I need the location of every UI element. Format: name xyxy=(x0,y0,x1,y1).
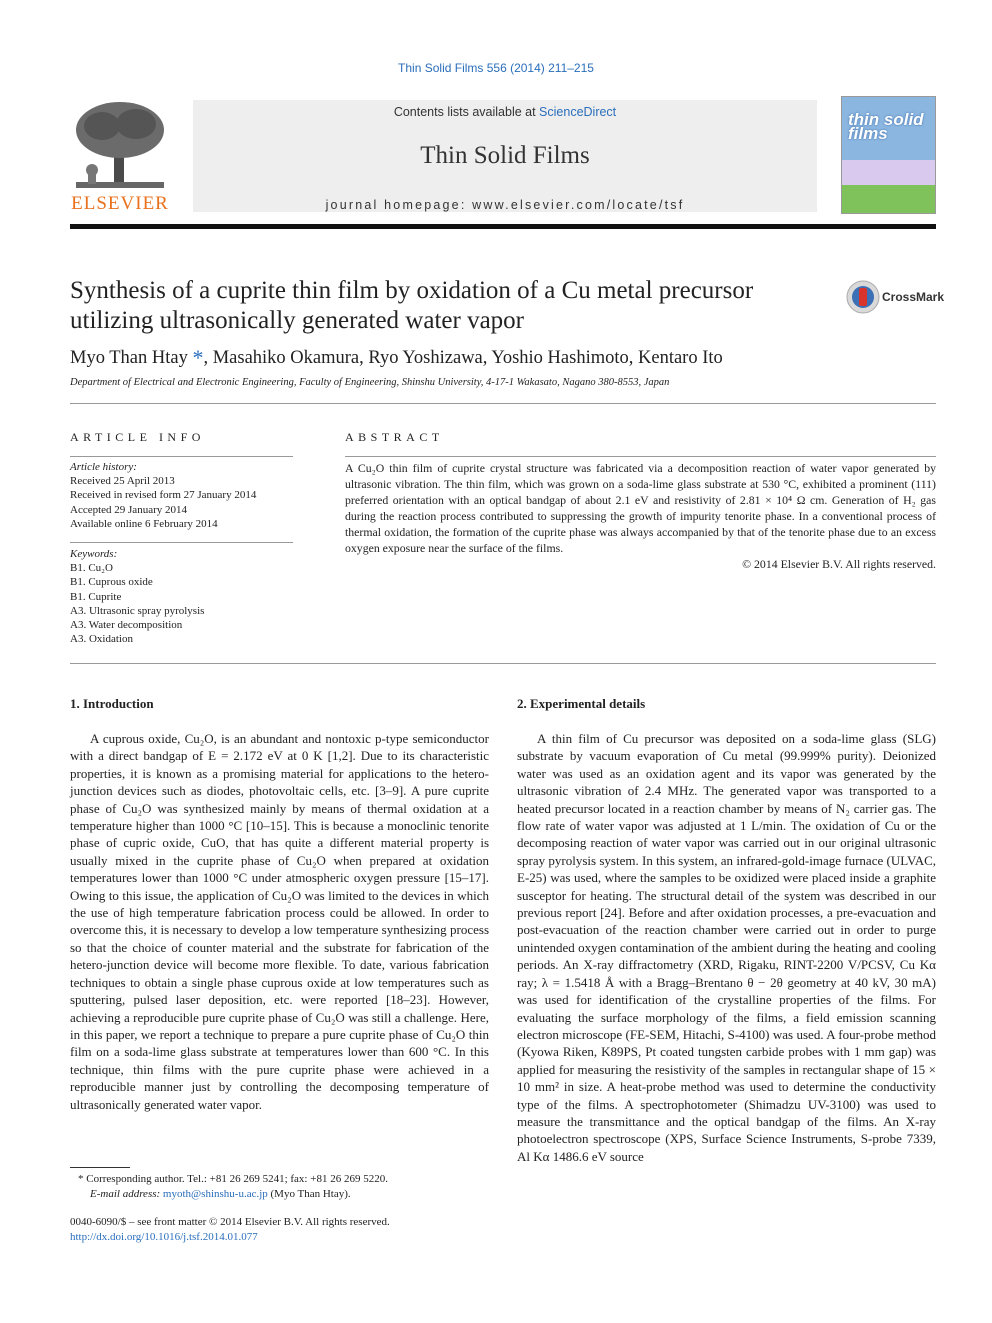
keywords xyxy=(70,547,293,646)
keyword-item: B1. Cuprous oxide xyxy=(70,576,153,589)
divider xyxy=(70,663,936,664)
keywords-label: Keywords: xyxy=(70,548,118,560)
divider xyxy=(70,456,293,457)
history-item: Accepted 29 January 2014 xyxy=(70,503,187,516)
journal-homepage[interactable]: journal homepage: www.elsevier.com/locate/tsf xyxy=(325,198,685,212)
keyword-item: B1. Cu₂O xyxy=(70,562,113,575)
journal-name: Thin Solid Films xyxy=(420,142,590,169)
corresponding-author-link[interactable]: * xyxy=(192,345,204,370)
article-info-heading: ARTICLE INFO xyxy=(70,430,205,444)
abstract-text xyxy=(345,460,936,572)
tree-icon xyxy=(70,100,170,192)
crossmark-icon xyxy=(846,280,880,314)
abstract-body: A Cu₂O thin film of cuprite crystal structure was fabricated via a decomposition reaction of water vapor generated by ultrasonic vibration. The thin film, which was grown on a soda-lime glass substrate at 530 °C, exhibited a prominent (111) preferred orientation with an optical bandgap of about 2.1 eV and resistivity of 2.81 × 10⁴ Ω cm. Generation of H₂ gas during the reaction process contributed to suppressing the growth of impurity tenorite phase. In a conventional process of thermal oxidation, the formation of the cuprite phase was always accompanied by that of the tenorite phase due to an excess oxygen exposure near the surface of the films. xyxy=(345,461,936,555)
history-item: Available online 6 February 2014 xyxy=(70,517,218,530)
keyword-item: A3. Ultrasonic spray pyrolysis xyxy=(70,604,205,617)
issn-line: 0040-6090/$ – see front matter © 2014 Elsevier B.V. All rights reserved. xyxy=(70,1216,390,1228)
footnote xyxy=(70,1172,388,1201)
authors-rest: , Masahiko Okamura, Ryo Yoshizawa, Yoshio Hashimoto, Kentaro Ito xyxy=(203,348,723,368)
cover-title: thin solid films xyxy=(848,110,924,143)
experimental-body xyxy=(517,730,936,1165)
front-matter xyxy=(70,1215,390,1244)
abstract-copyright: © 2014 Elsevier B.V. All rights reserved. xyxy=(742,557,936,571)
email-label: E-mail address: xyxy=(90,1187,161,1200)
history-item: Received in revised form 27 January 2014 xyxy=(70,489,257,502)
section-heading-experimental: 2. Experimental details xyxy=(517,696,646,711)
doi-link[interactable]: http://dx.doi.org/10.1016/j.tsf.2014.01.077 xyxy=(70,1230,258,1243)
email-link[interactable]: myoth@shinshu-u.ac.jp xyxy=(162,1187,268,1200)
contents-line xyxy=(193,105,817,119)
corresponding-info: Corresponding author. Tel.: +81 26 269 5241; fax: +81 26 269 5220. xyxy=(86,1173,388,1185)
article-title: Synthesis of a cuprite thin film by oxidation of a Cu metal precursor utilizing ultrasonically generated water vapor xyxy=(70,277,754,334)
sciencedirect-link[interactable]: ScienceDirect xyxy=(539,105,617,119)
keyword-item: A3. Oxidation xyxy=(70,633,133,646)
divider xyxy=(345,456,936,457)
footnote-rule xyxy=(70,1167,130,1168)
article-history xyxy=(70,460,293,531)
author-first: Myo Than Htay xyxy=(70,348,188,368)
affiliation: Department of Electrical and Electronic Engineering, Faculty of Engineering, Shinshu University, 4-17-1 Wakasato, Nagano 380-8553, Japan xyxy=(70,377,670,388)
keyword-item: B1. Cuprite xyxy=(70,590,122,603)
contents-prefix: Contents lists available at xyxy=(393,105,540,119)
history-label: Article history: xyxy=(70,461,137,473)
introduction-body xyxy=(70,730,489,1113)
introduction-paragraph: A cuprous oxide, Cu₂O, is an abundant and nontoxic p-type semiconductor with a direct bandgap of E = 2.172 eV at 0 K [1,2]. Due to its characteristic properties, it is known as a promising material for applications to the hetero-junction devices such as diodes, photovoltaic cells, etc. [3–9]. A pure cuprite phase of Cu₂O was synthesized mainly by means of thermal oxidation at a temperature higher than 1000 °C [10–15]. This is because a monoclinic tenorite phase of cupric oxide, CuO, that has quite a different material property is usually mixed in the cuprite phase of Cu₂O when prepared at oxidation temperatures lower than 1000 °C under atmospheric oxygen pressure [15–17]. Owing to this issue, the application of Cu₂O was limited to the devices in which the use of high temperature fabrication process could be allowed. In order to overcome this, it is necessary to develop a low temperature synthesizing process so that the choice of counter material and the substrate for fabrication of the hetero-junction device will become more flexible. To date, various fabrication techniques to obtain a single phase cuprous oxide at low temperatures such as sputtering, pulsed laser deposition, etc. were reported [18–23]. However, achieving a reproducible pure cuprite phase of Cu₂O was still a challenge. Here, in this paper, we report a technique to prepare a pure cuprite phase of Cu₂O thin film on a soda-lime glass substrate at temperatures lower than 600 °C. In this technique, thin films with the pure cuprite phase were achieved in a reproducible manner just by controlling the decomposing temperature of ultrasonically generated water vapor. xyxy=(70,731,489,1112)
experimental-paragraph: A thin film of Cu precursor was deposited on a soda-lime glass (SLG) substrate by vacuum evaporation of Cu metal (99.999% purity). Deionized water was used as an oxidation agent and its vapor was generated by the ultrasonic vibration of 2.4 MHz. The generated vapor was transported to a heated precursor located in a reaction chamber by means of N₂ carrier gas. The flow rate of water vapor was adjusted at 1 L/min. The oxidation of Cu or the decomposing reaction of water vapor was carried out in our original ultrasonic spray pyrolysis system. In this system, an infrared-gold-image furnace (ULVAC, E-25) was used, where the samples to be oxidized were placed inside a graphite susceptor for heating. The structural detail of the system was described in our previous report [24]. Before and after oxidation processes, a pre-evacuation and post-evacuation of the reaction chamber were carried out in order to purge unintended oxygen contamination of the ambient during the heating and cooling periods. An X-ray diffractometry (XRD, Rigaku, RINT-2200 V/PCSV, Cu Kα ray; λ = 1.5418 Å with a Bragg–Brentano θ − 2θ geometry at 40 kV, 30 mA) was used for identification of the crystalline properties of the films. For evaluating the surface morphology of the films, a field emission scanning electron microscope (FE-SEM, Hitachi, S-4100) was used. A four-probe method (Kyowa Riken, K89PS, Pt coated tungsten carbide probes with 1 mm gap) was applied for measuring the resistivity of the samples in rectangular shape of 15 × 10 mm² in size. A heat-probe method was used to determine the conductivity type of the films. A spectrophotometer (Shimadzu UV-3100) was used to measure the transmittance and the optical bandgap of the films. An X-ray photoelectron spectroscope (XPS, Surface Science Instruments, S-probe 7339, Al Kα 1486.6 eV source xyxy=(517,731,936,1164)
author-list xyxy=(70,345,723,371)
section-heading-introduction: 1. Introduction xyxy=(70,696,154,711)
journal-header-box xyxy=(193,100,817,212)
footnote-star: * xyxy=(78,1173,84,1185)
email-name: (Myo Than Htay). xyxy=(270,1187,351,1200)
header-divider xyxy=(70,224,936,229)
divider xyxy=(70,542,293,543)
abstract-heading: ABSTRACT xyxy=(345,430,444,444)
elsevier-logo xyxy=(70,100,170,215)
journal-citation-link[interactable]: Thin Solid Films 556 (2014) 211–215 xyxy=(398,61,594,75)
divider xyxy=(70,403,936,404)
keyword-item: A3. Water decomposition xyxy=(70,619,183,632)
publisher-name: ELSEVIER xyxy=(71,193,169,214)
journal-cover-image xyxy=(841,96,936,214)
history-item: Received 25 April 2013 xyxy=(70,475,175,488)
crossmark-button[interactable] xyxy=(846,280,945,316)
crossmark-label: CrossMark xyxy=(882,290,945,304)
